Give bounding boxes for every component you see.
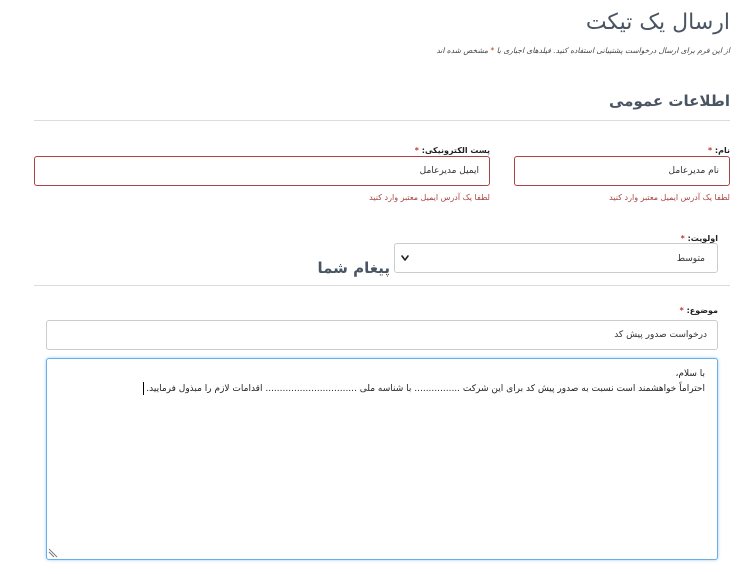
section-divider xyxy=(34,120,730,121)
page-subtitle xyxy=(436,46,730,55)
subtitle-end-text: مشخص شده اند xyxy=(436,46,491,55)
message-line-greeting: با سلام، xyxy=(675,369,705,379)
section-divider xyxy=(34,285,730,286)
subject-required-star: * xyxy=(679,306,684,315)
subtitle-main-text: از این فرم برای ارسال درخواست پشتیبانی استفاده کنید. فیلدهای اجباری با xyxy=(494,46,730,55)
subject-label-text: موضوع: xyxy=(686,306,718,315)
subject-input[interactable] xyxy=(46,320,718,350)
message-body-text: احتراماً خواهشمند است نسبت به صدور پیش کد برای این شرکت ................ با شناسه ملی ................................ اقدامات لازم را مبذول فرمایید. xyxy=(146,384,705,394)
message-section-title: پیغام شما xyxy=(317,259,390,277)
resize-grip-icon[interactable] xyxy=(48,548,58,558)
email-required-star: * xyxy=(414,146,419,155)
subtitle-required-star: * xyxy=(490,46,495,55)
message-textarea[interactable] xyxy=(46,358,718,560)
subject-label xyxy=(680,306,718,315)
email-label-text: پست الکترونیکی: xyxy=(421,146,490,155)
name-label-text: نام: xyxy=(714,146,730,155)
priority-label-text: اولویت: xyxy=(687,234,718,243)
priority-selected-value: متوسط xyxy=(676,254,705,264)
general-section-title: اطلاعات عمومی xyxy=(608,92,730,110)
priority-label xyxy=(681,234,718,243)
email-label xyxy=(415,146,490,155)
page-title: ارسال یک تیکت xyxy=(585,10,730,35)
text-caret xyxy=(143,382,144,395)
name-error-message: لطفا یک آدرس ایمیل معتبر وارد کنید xyxy=(609,193,730,202)
chevron-down-icon xyxy=(399,251,411,265)
email-input[interactable] xyxy=(34,156,490,186)
name-required-star: * xyxy=(707,146,713,155)
priority-select[interactable] xyxy=(394,243,718,273)
name-label xyxy=(708,146,730,155)
email-error-message: لطفا یک آدرس ایمیل معتبر وارد کنید xyxy=(369,193,490,202)
name-input[interactable] xyxy=(514,156,730,186)
priority-required-star: * xyxy=(680,234,685,243)
message-line-body xyxy=(59,382,705,397)
